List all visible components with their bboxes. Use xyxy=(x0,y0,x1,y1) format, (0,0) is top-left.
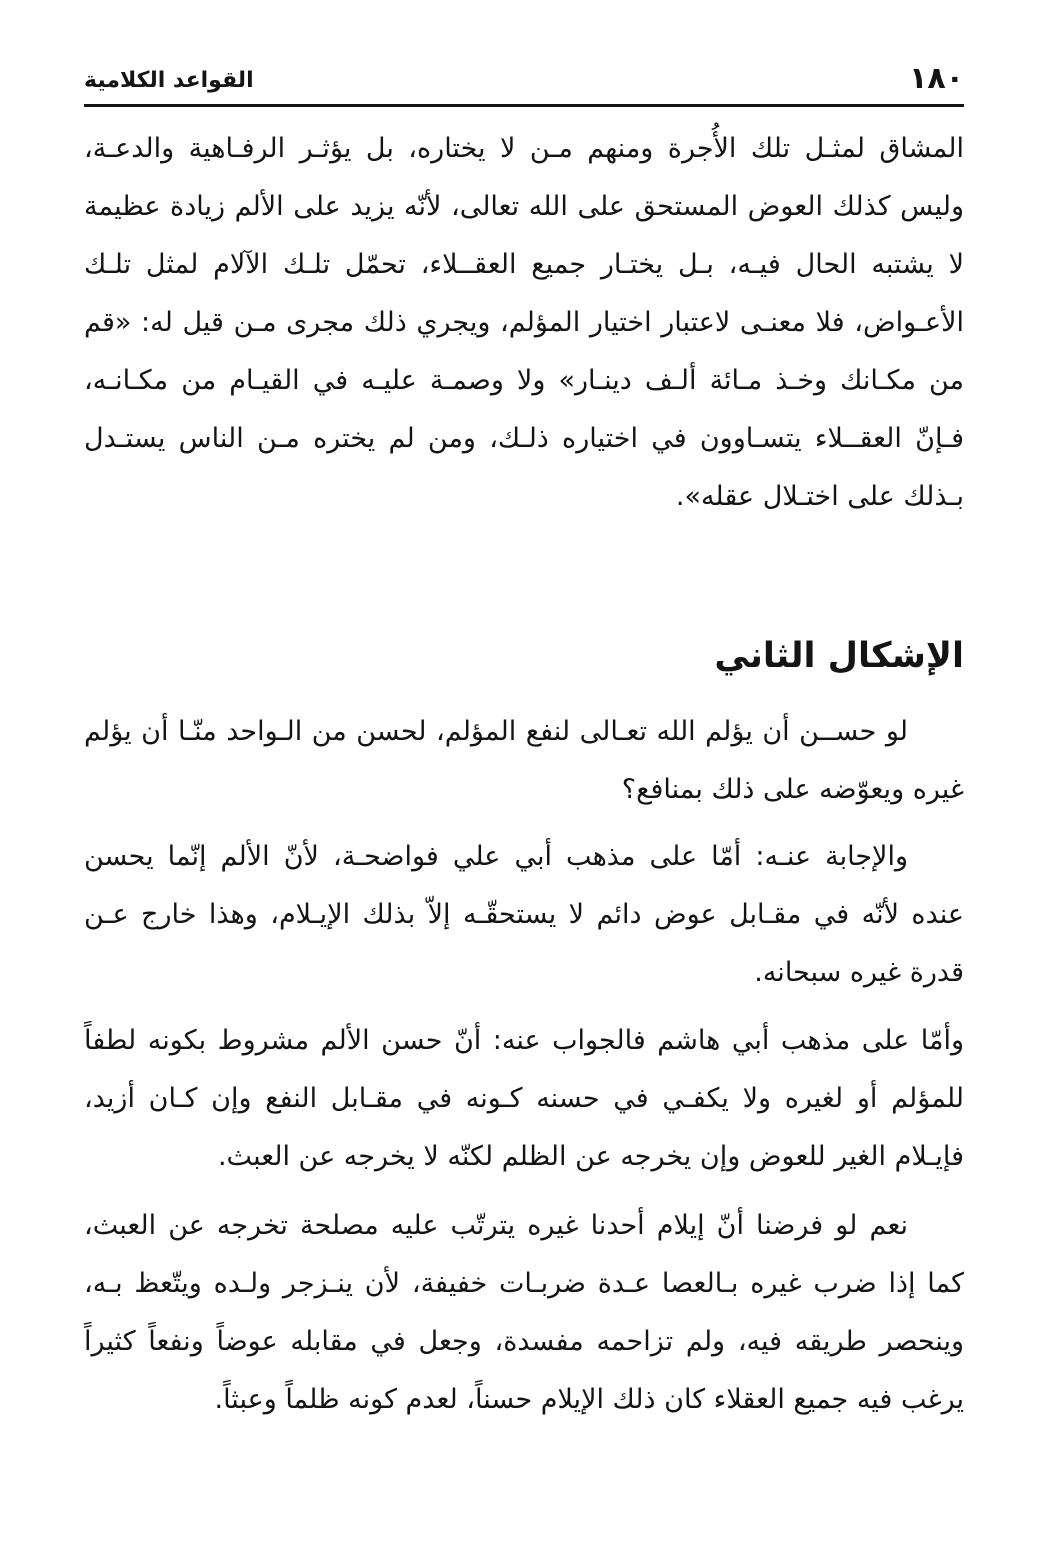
question-paragraph: لو حســن أن يؤلم الله تعـالى لنفع المؤلم، لحسن من الـواحد منّـا أن يؤلم غيره ويعوّضه على ذلك بمنافع؟ xyxy=(84,716,964,805)
answer-paragraph: والإجابة عنـه: أمّا على مذهب أبي علي فواضحـة، لأنّ الألم إنّما يحسن عنده لأنّه في مقـابل عوض دائم لا يستحقّـه إلاّ بذلك الإيـلام، وهذا خارج عـن قدرة غيره سبحانه. xyxy=(84,841,964,988)
book-title: القواعد الكلامية xyxy=(84,68,254,93)
answer-paragraph: وأمّا على مذهب أبي هاشم فالجواب عنه: أنّ حسن الألم مشروط بكونه لطفاً للمؤلم أو لغيره ولا يكفـي في حسنه كـونه في مقـابل النفع وإن كـان أزيد، فإيـلام الغير للعوض وإن يخرجه عن الظلم لكنّه لا يخرجه عن العبث. xyxy=(84,1025,964,1172)
answer-paragraph: نعم لو فرضنا أنّ إيلام أحدنا غيره يترتّب عليه مصلحة تخرجه عن العبث، كما إذا ضرب غيره بـالعصا عـدة ضربـات خفيفة، لأن ينـزجر ولـده ويتّعظ بـه، وينحصر طريقه فيه، ولم تزاحمه مفسدة، وجعل في مقابله عوضاً ونفعاً كثيراً يرغب فيه جميع العقلاء كان ذلك الإيلام حسناً، لعدم كونه ظلماً وعبثاً. xyxy=(84,1210,964,1415)
running-header xyxy=(84,62,964,102)
header-divider xyxy=(84,104,964,107)
page-number: ١٨٠ xyxy=(909,61,964,96)
section-heading: الإشكال الثاني xyxy=(714,636,964,676)
continuation-paragraph: المشاق لمثـل تلك الأُجرة ومنهم مـن لا يختاره، بل يؤثـر الرفـاهية والدعـة، وليس كذلك العوض المستحق على الله تعالى، لأنّه يزيد على الألم زيادة عظيمة لا يشتبه الحال فيـه، بـل يختـار جميع العقــلاء، تحمّل تلـك الآلام لمثل تلـك الأعـواض، فلا معنـى لاعتبار اختيار المؤلم، ويجري ذلك مجرى مـن قيل له: «قم من مكـانك وخـذ مـائة ألـف دينـار» ولا وصمـة عليـه في القيـام من مكـانـه، فـإنّ العقــلاء يتسـاوون في اختياره ذلـك، ومن لم يختره مـن الناس يستـدل بـذلك على اختـلال عقله». xyxy=(84,133,964,512)
